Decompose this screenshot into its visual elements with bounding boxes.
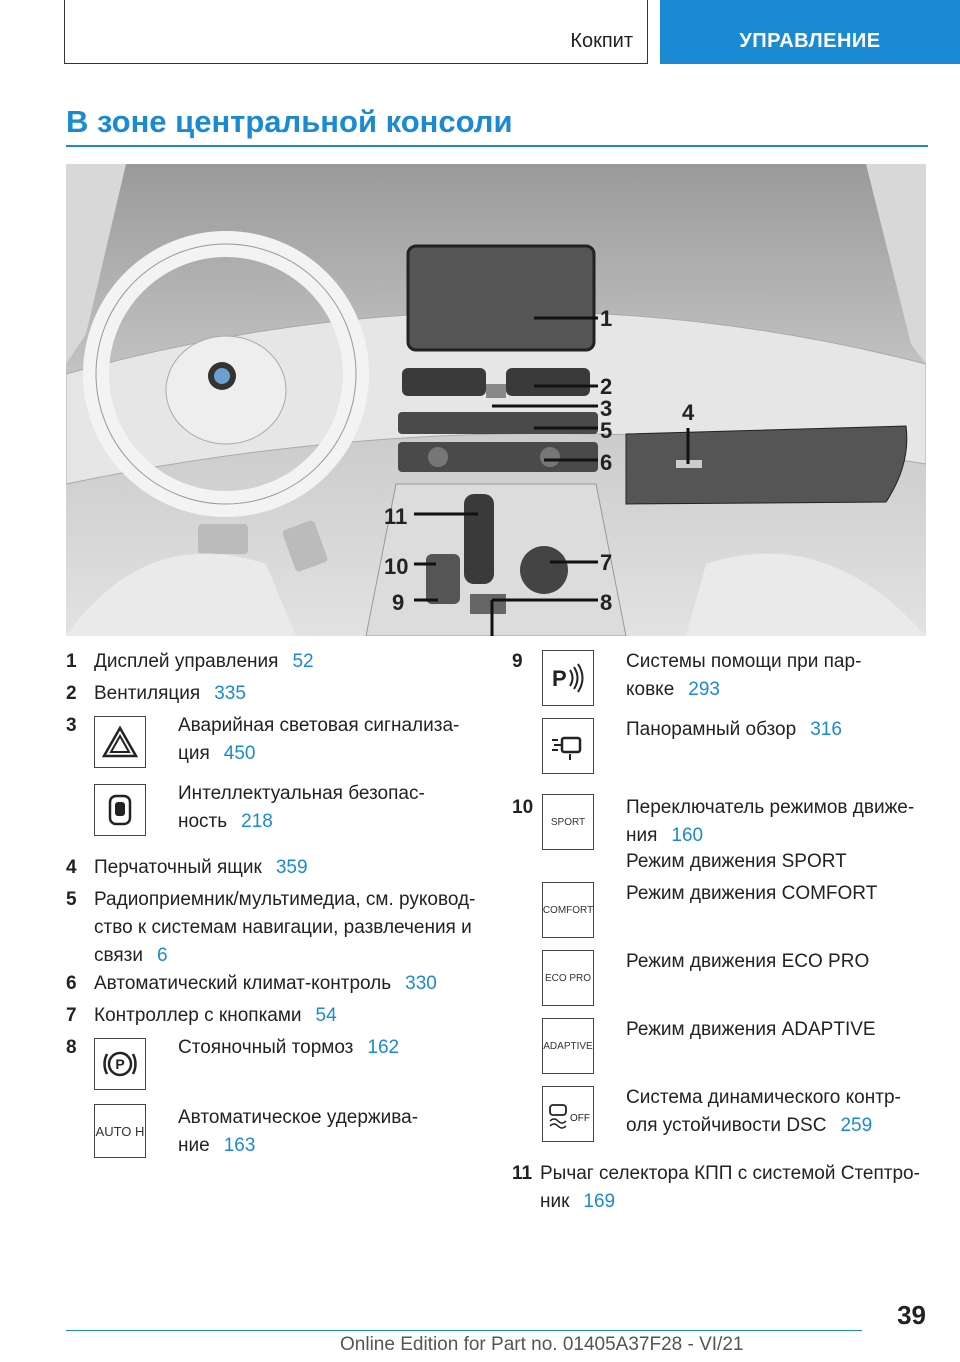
callout-9: 9 (392, 590, 405, 615)
parking-brake-icon (94, 1038, 146, 1090)
adaptive-mode-icon: ADAPTIVE (542, 1018, 594, 1074)
callout-11: 11 (384, 504, 408, 529)
intelligent-safety-icon (94, 784, 146, 836)
header-section: Кокпит (570, 30, 633, 52)
page-link[interactable]: 218 (241, 811, 273, 832)
list-item: Радиоприемник/мультимедиа, см. руковод- ство к системам навигации, развлечения и связи 6 (94, 889, 476, 966)
sport-mode-icon: SPORT (542, 794, 594, 850)
callout-2: 2 (600, 374, 613, 399)
title-rule (66, 145, 928, 147)
item-num: 5 (66, 889, 77, 910)
cockpit-illustration (66, 164, 926, 636)
callout-4: 4 (682, 400, 695, 425)
callout-5: 5 (600, 418, 613, 443)
svg-text:P: P (115, 1056, 125, 1072)
eco-pro-mode-icon: ECO PRO (542, 950, 594, 1006)
callout-7: 7 (600, 550, 613, 575)
page-link[interactable]: 52 (292, 651, 314, 672)
list-item: Дисплей управления 52 (94, 651, 314, 672)
list-item: Рычаг селектора КПП с системой Стептро- ник 169 (540, 1163, 920, 1212)
page-link[interactable]: 330 (405, 973, 437, 994)
list-item: Перчаточный ящик 359 (94, 857, 308, 878)
list-item: Контроллер с кнопками 54 (94, 1005, 337, 1026)
page-number: 39 (897, 1300, 926, 1330)
header-chapter: УПРАВЛЕНИЕ (739, 30, 881, 52)
list-item: Режим движения SPORT (626, 851, 847, 872)
item-num: 8 (66, 1037, 77, 1058)
comfort-mode-icon: COMFORT (542, 882, 594, 938)
list-item: Переключатель режимов движе- ния 160 (626, 797, 915, 846)
list-item: Вентиляция 335 (94, 683, 246, 704)
callout-8: 8 (600, 590, 613, 615)
page-link[interactable]: 335 (214, 683, 246, 704)
item-num: 7 (66, 1005, 77, 1026)
list-item: Стояночный тормоз 162 (178, 1037, 400, 1058)
svg-text:P: P (552, 666, 567, 691)
footer-rule (66, 1330, 862, 1331)
item-num: 11 (512, 1163, 533, 1184)
callout-1: 1 (600, 306, 613, 331)
svg-text:OFF: OFF (570, 1113, 590, 1124)
page-title: В зоне центральной консоли (66, 104, 513, 139)
dsc-off-icon (542, 1086, 594, 1142)
item-num: 9 (512, 651, 523, 672)
item-num: 1 (66, 651, 77, 672)
list-item: Система динамического контр- оля устойчивости DSC 259 (626, 1087, 901, 1136)
list-item: Аварийная световая сигнализа- ция 450 (178, 715, 460, 764)
page-link[interactable]: 163 (223, 1135, 256, 1156)
page-link[interactable]: 293 (688, 679, 720, 700)
surround-view-icon (542, 718, 594, 774)
page-link[interactable]: 160 (671, 825, 704, 846)
item-num: 2 (66, 683, 77, 704)
list-item: Интеллектуальная безопас- ность 218 (178, 783, 425, 832)
list-item: Режим движения ECO PRO (626, 951, 870, 972)
item-num: 10 (512, 797, 534, 818)
header-chapter-tab[interactable] (660, 0, 960, 64)
page-link[interactable]: 6 (157, 945, 168, 966)
page-link[interactable]: 450 (223, 743, 256, 764)
item-num: 4 (66, 857, 77, 878)
page-link[interactable]: 359 (275, 857, 308, 878)
hazard-warning-icon (94, 716, 146, 768)
page-link[interactable]: 259 (840, 1115, 873, 1136)
list-item: Режим движения COMFORT (626, 883, 878, 904)
list-item: Панорамный обзор 316 (626, 719, 842, 740)
list-item: Системы помощи при пар- ковке 293 (626, 651, 862, 700)
item-num: 6 (66, 973, 77, 994)
page-link[interactable]: 162 (367, 1037, 400, 1058)
page-link[interactable]: 169 (583, 1191, 616, 1212)
auto-hold-icon: AUTO H (94, 1104, 146, 1158)
list-item: Автоматическое удержива- ние 163 (178, 1107, 419, 1156)
callout-10: 10 (384, 554, 409, 579)
header-section-box (64, 0, 648, 64)
list-item: Режим движения ADAPTIVE (626, 1019, 876, 1040)
park-distance-control-icon (542, 650, 594, 706)
page-link[interactable]: 316 (810, 719, 842, 740)
callout-6: 6 (600, 450, 613, 475)
list-item: Автоматический климат-контроль 330 (94, 973, 437, 994)
item-num: 3 (66, 715, 77, 736)
footer-edition: Online Edition for Part no. 01405A37F28 - VI/21 (340, 1334, 744, 1355)
callout-3: 3 (600, 396, 613, 421)
page-link[interactable]: 54 (315, 1005, 337, 1026)
